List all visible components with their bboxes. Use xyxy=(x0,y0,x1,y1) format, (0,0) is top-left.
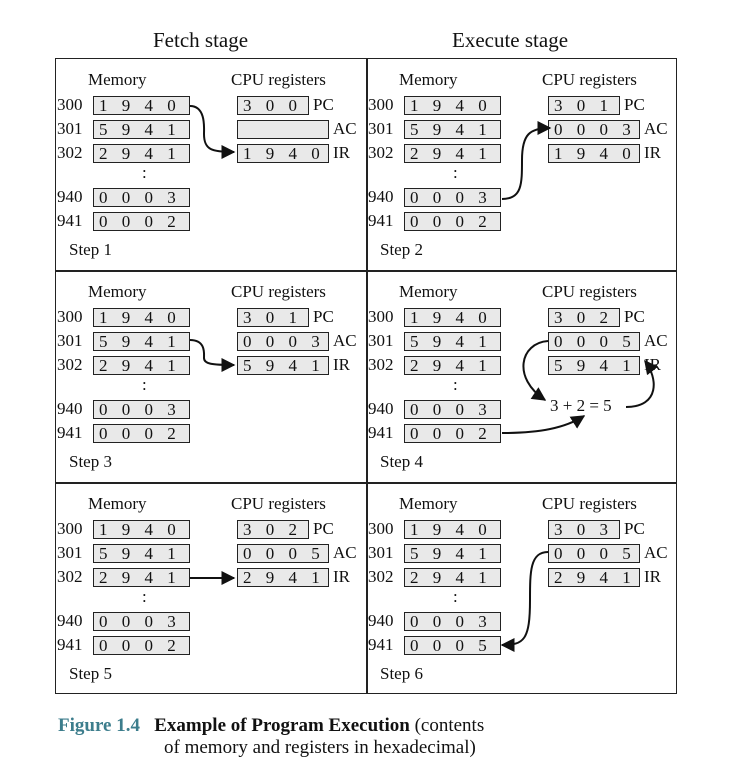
register-pc-value: 3 0 1 xyxy=(548,96,620,115)
figure-caption xyxy=(58,715,484,759)
memory-address: 301 xyxy=(57,543,83,562)
memory-cell: 0 0 0 2 xyxy=(404,424,501,443)
register-ir-name: IR xyxy=(644,143,661,162)
step-label: Step 4 xyxy=(380,452,423,471)
figure-caption-rest2: of memory and registers in hexadecimal) xyxy=(164,737,476,758)
register-pc-name: PC xyxy=(624,519,645,538)
memory-cell: 1 9 4 0 xyxy=(404,96,501,115)
memory-address: 302 xyxy=(57,143,83,162)
figure-title: Example of Program Execution xyxy=(154,715,410,736)
register-ac-value xyxy=(237,120,329,139)
memory-cell: 0 0 0 3 xyxy=(404,188,501,207)
memory-address: 301 xyxy=(57,331,83,350)
cpu-registers-header: CPU registers xyxy=(231,282,326,301)
memory-cell: 2 9 4 1 xyxy=(93,568,190,587)
memory-ellipsis: : xyxy=(453,163,458,182)
memory-address: 941 xyxy=(368,635,394,654)
memory-cell: 0 0 0 3 xyxy=(404,612,501,631)
memory-cell: 2 9 4 1 xyxy=(404,144,501,163)
register-ac-value: 0 0 0 3 xyxy=(548,120,640,139)
cpu-registers-header: CPU registers xyxy=(542,70,637,89)
figure-number: Figure 1.4 xyxy=(58,715,140,736)
memory-cell: 5 9 4 1 xyxy=(404,120,501,139)
memory-cell: 2 9 4 1 xyxy=(404,356,501,375)
step-panel-2 xyxy=(366,58,676,270)
memory-cell: 5 9 4 1 xyxy=(404,332,501,351)
register-pc-value: 3 0 0 xyxy=(237,96,309,115)
cpu-registers-header: CPU registers xyxy=(542,494,637,513)
register-ac-value: 0 0 0 3 xyxy=(237,332,329,351)
memory-address: 300 xyxy=(368,95,394,114)
memory-cell: 0 0 0 3 xyxy=(93,612,190,631)
memory-ellipsis: : xyxy=(142,587,147,606)
cpu-registers-header: CPU registers xyxy=(231,494,326,513)
register-ir-value: 5 9 4 1 xyxy=(548,356,640,375)
memory-cell: 0 0 0 2 xyxy=(404,212,501,231)
register-pc-name: PC xyxy=(313,519,334,538)
register-ir-name: IR xyxy=(333,567,350,586)
register-ir-name: IR xyxy=(333,143,350,162)
cpu-registers-header: CPU registers xyxy=(231,70,326,89)
register-ir-value: 2 9 4 1 xyxy=(237,568,329,587)
register-pc-value: 3 0 2 xyxy=(237,520,309,539)
step-panel-1 xyxy=(55,58,365,270)
memory-cell: 0 0 0 3 xyxy=(93,188,190,207)
memory-cell: 0 0 0 2 xyxy=(93,636,190,655)
memory-address: 941 xyxy=(57,635,83,654)
memory-address: 300 xyxy=(368,519,394,538)
memory-address: 940 xyxy=(368,187,394,206)
memory-address: 301 xyxy=(368,543,394,562)
step-label: Step 5 xyxy=(69,664,112,683)
memory-address: 940 xyxy=(57,611,83,630)
memory-address: 300 xyxy=(368,307,394,326)
memory-cell: 1 9 4 0 xyxy=(93,520,190,539)
memory-cell: 1 9 4 0 xyxy=(93,308,190,327)
register-pc-value: 3 0 3 xyxy=(548,520,620,539)
memory-cell: 5 9 4 1 xyxy=(93,544,190,563)
register-ir-value: 1 9 4 0 xyxy=(548,144,640,163)
memory-cell: 0 0 0 3 xyxy=(93,400,190,419)
memory-ellipsis: : xyxy=(142,163,147,182)
step-label: Step 1 xyxy=(69,240,112,259)
memory-header: Memory xyxy=(399,282,458,301)
memory-address: 301 xyxy=(368,331,394,350)
register-pc-name: PC xyxy=(313,95,334,114)
memory-cell: 0 0 0 3 xyxy=(404,400,501,419)
memory-cell: 2 9 4 1 xyxy=(404,568,501,587)
fetch-stage-title: Fetch stage xyxy=(153,28,249,52)
register-ac-name: AC xyxy=(333,543,357,562)
register-pc-value: 3 0 1 xyxy=(237,308,309,327)
register-ac-name: AC xyxy=(333,331,357,350)
memory-cell: 0 0 0 5 xyxy=(404,636,501,655)
register-pc-name: PC xyxy=(624,95,645,114)
memory-cell: 5 9 4 1 xyxy=(93,332,190,351)
register-ir-value: 5 9 4 1 xyxy=(237,356,329,375)
memory-address: 940 xyxy=(57,187,83,206)
step-label: Step 2 xyxy=(380,240,423,259)
memory-cell: 0 0 0 2 xyxy=(93,212,190,231)
memory-cell: 1 9 4 0 xyxy=(93,96,190,115)
register-ir-value: 2 9 4 1 xyxy=(548,568,640,587)
memory-cell: 1 9 4 0 xyxy=(404,308,501,327)
memory-header: Memory xyxy=(399,70,458,89)
memory-address: 941 xyxy=(57,423,83,442)
memory-address: 300 xyxy=(57,95,83,114)
memory-address: 302 xyxy=(368,567,394,586)
memory-address: 300 xyxy=(57,307,83,326)
memory-header: Memory xyxy=(88,70,147,89)
memory-header: Memory xyxy=(88,282,147,301)
step-panel-5 xyxy=(55,482,365,694)
register-ac-value: 0 0 0 5 xyxy=(548,544,640,563)
step-label: Step 6 xyxy=(380,664,423,683)
memory-ellipsis: : xyxy=(453,375,458,394)
register-ac-value: 0 0 0 5 xyxy=(548,332,640,351)
memory-address: 302 xyxy=(57,355,83,374)
register-ac-value: 0 0 0 5 xyxy=(237,544,329,563)
register-ac-name: AC xyxy=(644,331,668,350)
memory-address: 300 xyxy=(57,519,83,538)
memory-address: 941 xyxy=(368,211,394,230)
memory-cell: 2 9 4 1 xyxy=(93,356,190,375)
register-ac-name: AC xyxy=(644,543,668,562)
register-pc-value: 3 0 2 xyxy=(548,308,620,327)
memory-address: 301 xyxy=(368,119,394,138)
cpu-registers-header: CPU registers xyxy=(542,282,637,301)
memory-address: 302 xyxy=(368,355,394,374)
register-ir-name: IR xyxy=(644,567,661,586)
memory-address: 941 xyxy=(368,423,394,442)
memory-ellipsis: : xyxy=(453,587,458,606)
memory-address: 302 xyxy=(57,567,83,586)
register-ac-name: AC xyxy=(333,119,357,138)
memory-cell: 0 0 0 2 xyxy=(93,424,190,443)
register-pc-name: PC xyxy=(624,307,645,326)
memory-ellipsis: : xyxy=(142,375,147,394)
figure-caption-rest1: (contents xyxy=(414,715,485,736)
register-pc-name: PC xyxy=(313,307,334,326)
memory-cell: 5 9 4 1 xyxy=(404,544,501,563)
register-ir-name: IR xyxy=(644,355,661,374)
memory-cell: 5 9 4 1 xyxy=(93,120,190,139)
step-panel-6 xyxy=(366,482,676,694)
adder-calculation: 3 + 2 = 5 xyxy=(550,396,612,415)
register-ir-value: 1 9 4 0 xyxy=(237,144,329,163)
memory-cell: 1 9 4 0 xyxy=(404,520,501,539)
register-ir-name: IR xyxy=(333,355,350,374)
step-panel-4 xyxy=(366,270,676,482)
memory-cell: 2 9 4 1 xyxy=(93,144,190,163)
memory-address: 940 xyxy=(57,399,83,418)
memory-address: 940 xyxy=(368,611,394,630)
step-panel-3 xyxy=(55,270,365,482)
memory-address: 302 xyxy=(368,143,394,162)
memory-header: Memory xyxy=(399,494,458,513)
register-ac-name: AC xyxy=(644,119,668,138)
memory-address: 940 xyxy=(368,399,394,418)
memory-address: 941 xyxy=(57,211,83,230)
execute-stage-title: Execute stage xyxy=(452,28,569,52)
memory-address: 301 xyxy=(57,119,83,138)
memory-header: Memory xyxy=(88,494,147,513)
step-label: Step 3 xyxy=(69,452,112,471)
